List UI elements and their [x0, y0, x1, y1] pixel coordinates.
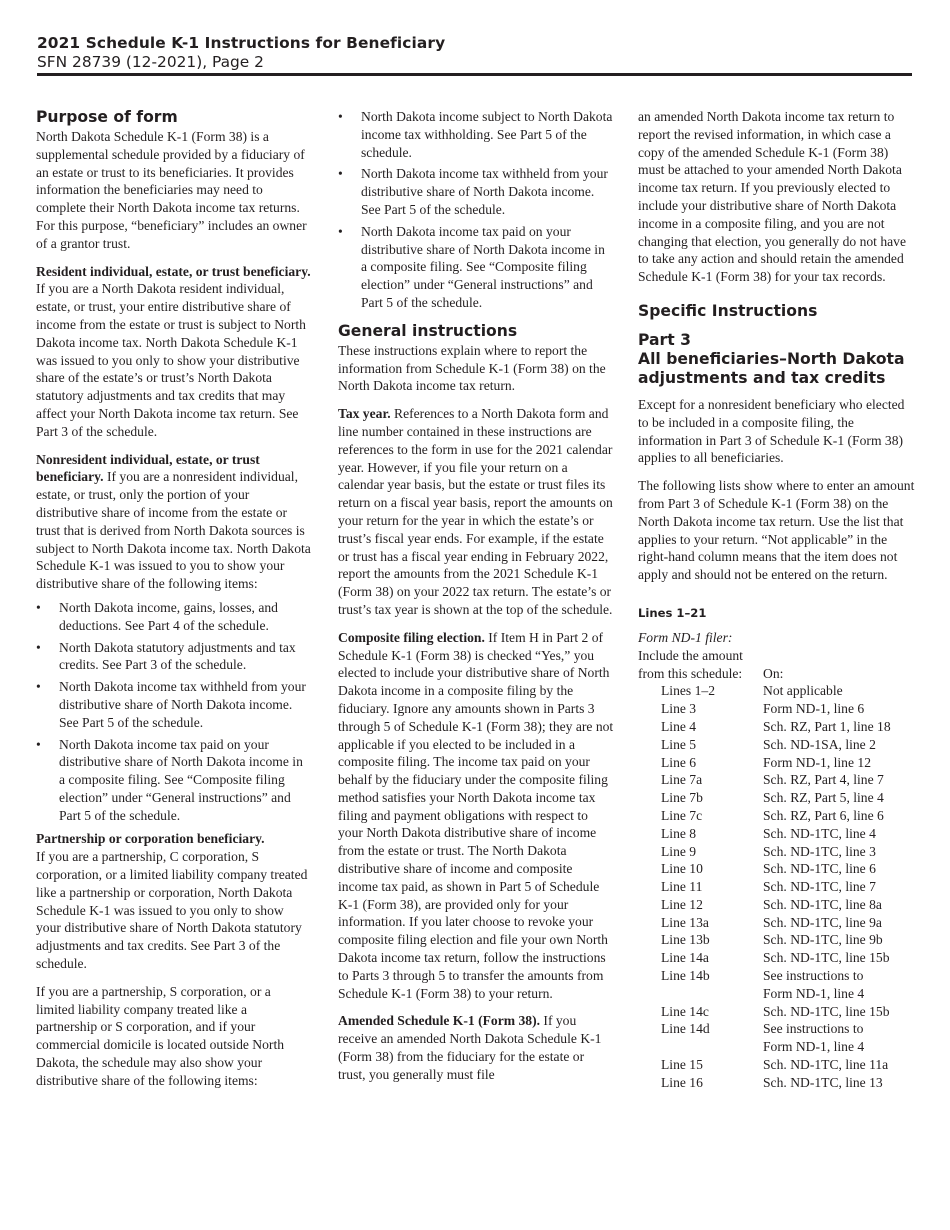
table-row [638, 789, 916, 807]
column-middle [338, 108, 614, 1094]
table-row [638, 1038, 916, 1056]
bullet-icon: • [36, 736, 41, 752]
destination-cell: Form ND-1, line 4 [763, 985, 865, 1001]
schedule-line-cell: Line 15 [661, 1057, 703, 1073]
destination-cell: Sch. RZ, Part 6, line 6 [763, 807, 884, 823]
destination-cell: See instructions to [763, 968, 864, 984]
tax-year-lead: Tax year. [338, 406, 391, 422]
schedule-line-cell [638, 985, 763, 1003]
table-row [638, 985, 916, 1003]
schedule-line-cell: Line 3 [661, 701, 697, 717]
table-row [638, 878, 916, 896]
table-row [638, 896, 916, 914]
list-item: • North Dakota income tax paid on your distributive share of North Dakota income in a composite filing. See “Composite filing election” under “General instructions” and Part 5 of the schedule. [36, 736, 303, 823]
amended-paragraph [338, 1012, 614, 1083]
include-label: Include the amount [638, 647, 743, 663]
destination-cell: Form ND-1, line 12 [763, 754, 871, 770]
destination-cell: Sch. RZ, Part 1, line 18 [763, 718, 891, 734]
list-item: • North Dakota statutory adjustments and tax credits. See Part 3 of the schedule. [36, 639, 296, 673]
destination-cell: Sch. ND-1TC, line 3 [763, 843, 876, 859]
tax-year-paragraph [338, 405, 614, 619]
destination-cell: Sch. ND-1TC, line 15b [763, 950, 890, 966]
destination-cell: Not applicable [763, 683, 843, 699]
table-row [638, 736, 916, 754]
schedule-line-cell: Line 7c [661, 807, 703, 823]
table-row [638, 807, 916, 825]
schedule-line-cell: Line 5 [661, 736, 697, 752]
resident-paragraph [36, 263, 311, 441]
schedule-line-cell: Line 16 [661, 1074, 703, 1090]
header-rule [37, 73, 912, 76]
schedule-line-cell: Line 12 [661, 896, 703, 912]
schedule-line-cell: Line 8 [661, 825, 697, 841]
part3-heading: Part 3 [638, 330, 691, 349]
part3-subheading: All beneficiaries–North Dakota adjustments and tax credits [638, 349, 905, 387]
schedule-line-cell: Line 7b [661, 790, 703, 806]
table-row [638, 1074, 916, 1092]
schedule-line-cell: Line 10 [661, 861, 703, 877]
destination-cell: Form ND-1, line 6 [763, 701, 865, 717]
except-paragraph: Except for a nonresident beneficiary who elected to be included in a composite filing, the information in Part 3 of Schedule K-1 (Form 38) applies to all beneficiaries. [638, 396, 905, 466]
line-mapping-table [638, 665, 916, 1092]
table-row [638, 914, 916, 932]
form-number: SFN 28739 (12-2021), Page 2 [37, 53, 264, 71]
destination-cell: Sch. ND-1TC, line 13 [763, 1074, 883, 1090]
schedule-line-cell: Line 7a [661, 772, 703, 788]
schedule-line-cell: Line 6 [661, 754, 697, 770]
destination-cell: Sch. RZ, Part 4, line 7 [763, 772, 884, 788]
schedule-line-cell: Line 14c [661, 1003, 709, 1019]
nonresident-lead: Nonresident individual, estate, or trust beneficiary. [36, 451, 260, 485]
destination-cell: Sch. ND-1TC, line 7 [763, 879, 876, 895]
schedule-line-cell: Line 13b [661, 932, 710, 948]
table-row [638, 825, 916, 843]
destination-cell: See instructions to [763, 1021, 864, 1037]
table-row [638, 860, 916, 878]
page-header [37, 34, 913, 72]
column-right [638, 108, 916, 1092]
schedule-line-cell: Lines 1–2 [661, 683, 715, 699]
composite-lead: Composite filing election. [338, 629, 485, 645]
bullet-icon: • [338, 223, 343, 239]
document-title: 2021 Schedule K-1 Instructions for Beneficiary [37, 34, 446, 52]
resident-text: If you are a North Dakota resident individual, estate, or trust, your entire distributive share of income from the estate or trust is subject to North Dakota income tax. North Dakota Schedule K-1 was issued to you only to show your distributive share of the estate’s or trust’s North Dakota statutory adjustments and tax credits that may affect your North Dakota income tax return. See Part 3 of the schedule. [36, 281, 306, 439]
resident-lead: Resident individual, estate, or trust beneficiary. [36, 263, 311, 279]
destination-cell: Sch. ND-1TC, line 9b [763, 932, 883, 948]
from-schedule-label: from this schedule: [638, 665, 743, 681]
table-row [638, 1056, 916, 1074]
commercial-domicile-paragraph: If you are a partnership, S corporation, or a limited liability company treated like a partnership or S corporation, and if your commercial domicile is located outside North Dakota, the schedule may also show your distributive share of the following items: [36, 983, 285, 1088]
bullet-icon: • [36, 599, 41, 615]
purpose-heading: Purpose of form [36, 108, 178, 126]
list-item: • North Dakota income tax paid on your distributive share of North Dakota income in a composite filing. See “Composite filing election” under “General instructions” and Part 5 of the schedule. [338, 223, 605, 310]
amended-lead: Amended Schedule K-1 (Form 38). [338, 1013, 541, 1029]
partnership-lead: Partnership or corporation beneficiary. [36, 831, 265, 847]
schedule-line-cell: Line 14a [661, 950, 709, 966]
list-item: • North Dakota income tax withheld from your distributive share of North Dakota income. See Part 5 of the schedule. [338, 166, 608, 217]
composite-text: If Item H in Part 2 of Schedule K-1 (Form 38) is checked “Yes,” you elected to include your distributive share of North Dakota income in a composite filing by the fiduciary. Ignore any amounts shown in Parts 3 through 5 of Schedule K-1 (Form 38); they are not applicable if you elected to be included in a composite filing. The income tax paid on your behalf by the fiduciary under the composite filing method satisfies your North Dakota income tax filing and payment obligations with respect to your North Dakota distributive share of income from the estate or trust. The North Dakota distributive share of income and composite income tax paid, as shown in Part 5 of Schedule K-1 (Form 38), are provided only for your information. If you later choose to revoke your composite filing election and file your own North Dakota income tax return, follow the instructions to Parts 3 through 5 to transfer the amounts from Schedule K-1 (Form 38) to your return. [338, 629, 614, 1001]
purpose-paragraph: North Dakota Schedule K-1 (Form 38) is a supplemental schedule provided by a fiduciary of an estate or trust to its beneficiaries. It provides information the beneficiaries may need to complete their North Dakota income tax returns. For this purpose, “beneficiary” includes an owner of a grantor trust. [36, 129, 307, 251]
destination-cell: Sch. ND-1TC, line 15b [763, 1003, 890, 1019]
lists-paragraph: The following lists show where to enter an amount from Part 3 of Schedule K-1 (Form 38) on the North Dakota income tax return. Use the list that applies to your return. “Not applicable” in the right-hand column means that the item does not apply and should not be entered on the return. [638, 478, 915, 583]
destination-cell: Sch. RZ, Part 5, line 4 [763, 790, 884, 806]
schedule-line-cell: Line 4 [661, 718, 697, 734]
bullet-icon: • [36, 679, 41, 695]
destination-cell: Sch. ND-1TC, line 9a [763, 914, 882, 930]
on-label: On: [763, 665, 784, 681]
table-row [638, 1020, 916, 1038]
destination-cell: Sch. ND-1TC, line 8a [763, 896, 882, 912]
filer-label: Form ND-1 filer: [638, 629, 733, 645]
general-instructions-heading: General instructions [338, 321, 518, 340]
list-item: • North Dakota income subject to North Dakota income tax withholding. See Part 5 of the schedule. [338, 109, 613, 160]
nonresident-text: If you are a nonresident individual, estate, or trust, only the portion of your distributive share of income from the estate or trust that is derived from North Dakota sources is subject to North Dakota income tax. North Dakota Schedule K-1 was issued to you to show your distributive share of the following items: [36, 469, 311, 592]
bullet-icon: • [338, 109, 343, 124]
schedule-line-cell: Line 9 [661, 843, 697, 859]
table-row [638, 754, 916, 772]
list-item: • North Dakota income tax withheld from your distributive share of North Dakota income. See Part 5 of the schedule. [36, 679, 306, 730]
table-row [638, 682, 916, 700]
schedule-line-cell: Line 11 [661, 879, 703, 895]
specific-instructions-heading: Specific Instructions [638, 301, 818, 320]
schedule-line-cell: Line 14d [661, 1021, 710, 1037]
table-row [638, 1003, 916, 1021]
destination-cell: Sch. ND-1TC, line 6 [763, 861, 876, 877]
list-item: • North Dakota income, gains, losses, and deductions. See Part 4 of the schedule. [36, 599, 278, 633]
schedule-line-cell [638, 1038, 763, 1056]
amended-continued-paragraph: an amended North Dakota income tax return to report the revised information, in which case a copy of the amended Schedule K-1 (Form 38) must be attached to your amended North Dakota income tax return. If you previously elected to include your distributive share of North Dakota income in a composite filing, and you are not changing that election, you generally do not have to take any action and should retain the amended Schedule K-1 (Form 38) for your tax records. [638, 109, 907, 285]
table-row [638, 718, 916, 736]
table-row [638, 949, 916, 967]
amended-text: If you receive an amended North Dakota Schedule K-1 (Form 38) from the fiduciary for the estate or trust, you generally must file [338, 1013, 602, 1082]
commercial-list [338, 108, 614, 312]
table-row [638, 931, 916, 949]
table-header-row [638, 665, 916, 683]
destination-cell: Form ND-1, line 4 [763, 1039, 865, 1055]
nonresident-list [36, 599, 311, 825]
composite-paragraph [338, 629, 614, 1003]
column-left [36, 108, 311, 1100]
general-paragraph: These instructions explain where to report the information from Schedule K-1 (Form 38) on the North Dakota income tax return. [338, 342, 606, 394]
table-row [638, 967, 916, 985]
schedule-line-cell: Line 13a [661, 914, 709, 930]
lines-heading: Lines 1–21 [638, 605, 707, 620]
partnership-paragraph [36, 830, 311, 972]
nonresident-paragraph [36, 451, 311, 593]
partnership-text: If you are a partnership, C corporation, S corporation, or a limited liability company treated like a partnership or corporation, North Dakota Schedule K-1 was issued to you only to show your distributive share of North Dakota statutory adjustments and tax credits. See Part 3 of the schedule. [36, 849, 308, 972]
table-row [638, 843, 916, 861]
destination-cell: Sch. ND-1TC, line 11a [763, 1057, 889, 1073]
table-row [638, 700, 916, 718]
tax-year-text: References to a North Dakota form and line number contained in these instructions are references to the form in use for the 2021 calendar year. However, if you file your return on a calendar year basis, but the estate or trust files its return on a fiscal year basis, report the amounts on your return for the year in which the estate’s or trust’s fiscal year ends. For example, if the estate or trust has a fiscal year ending in February 2022, report the amounts from the 2021 Schedule K-1 (Form 38) on your 2022 tax return. The estate’s or trust’s tax year is shown at the top of the schedule. [338, 406, 613, 617]
destination-cell: Sch. ND-1TC, line 4 [763, 825, 876, 841]
table-row [638, 771, 916, 789]
schedule-line-cell: Line 14b [661, 968, 710, 984]
destination-cell: Sch. ND-1SA, line 2 [763, 736, 876, 752]
table-body [638, 682, 916, 1091]
bullet-icon: • [36, 639, 41, 655]
bullet-icon: • [338, 166, 343, 182]
